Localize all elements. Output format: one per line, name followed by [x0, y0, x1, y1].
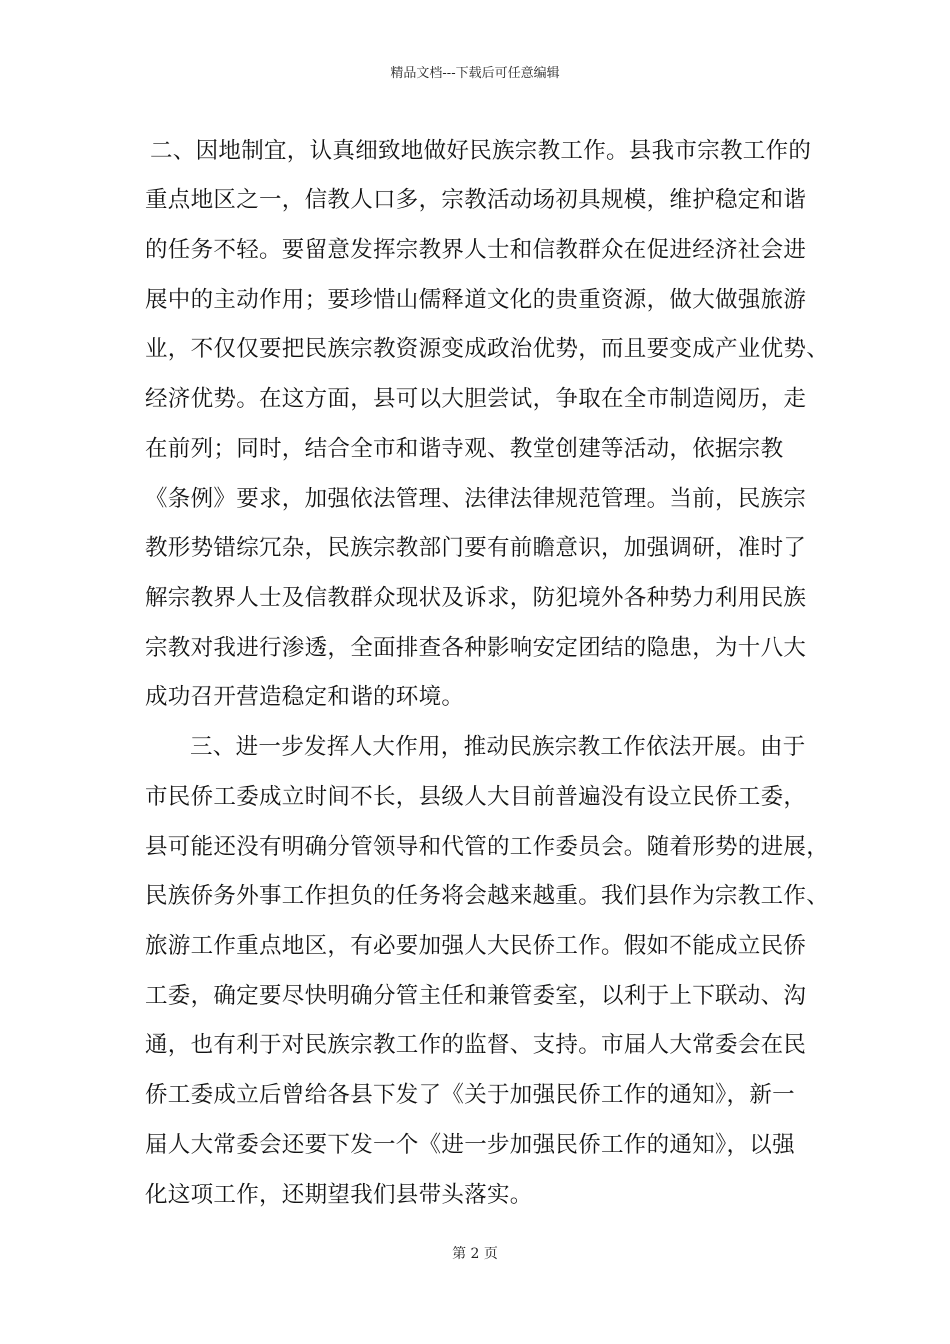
paragraph-1-line-6: 经济优势。在这方面，县可以大胆尝试，争取在全市制造阅历，走 [145, 386, 807, 412]
paragraph-2-line-3: 县可能还没有明确分管领导和代管的工作委员会。随着形势的进展， [145, 834, 830, 860]
paragraph-2-line-2: 市民侨工委成立时间不长，县级人大目前普遍没有设立民侨工委， [145, 784, 807, 810]
paragraph-1-line-11: 宗教对我进行渗透，全面排查各种影响安定团结的隐患，为十八大 [145, 635, 807, 661]
paragraph-2-line-4: 民族侨务外事工作担负的任务将会越来越重。我们县作为宗教工作、 [145, 883, 830, 909]
paragraph-2-line-6: 工委，确定要尽快明确分管主任和兼管委室，以利于上下联动、沟 [145, 983, 807, 1009]
paragraph-2-line-5: 旅游工作重点地区，有必要加强人大民侨工作。假如不能成立民侨 [145, 933, 807, 959]
paragraph-2-line-10: 化这项工作，还期望我们县带头落实。 [145, 1182, 533, 1208]
paragraph-1-line-7: 在前列；同时，结合全市和谐寺观、教堂创建等活动，依据宗教 [145, 436, 784, 462]
page-header: 精品文档---下载后可任意编辑 [390, 66, 560, 81]
paragraph-1-line-4: 展中的主动作用；要珍惜山儒释道文化的贵重资源，做大做强旅游 [145, 287, 807, 313]
paragraph-1-line-12: 成功召开营造稳定和谐的环境。 [145, 684, 465, 710]
paragraph-1-line-5: 业，不仅仅要把民族宗教资源变成政治优势，而且要变成产业优势、 [145, 336, 830, 362]
paragraph-2-line-8: 侨工委成立后曾给各县下发了《关于加强民侨工作的通知》，新一 [145, 1082, 795, 1108]
paragraph-1-line-1: 二、因地制宜，认真细致地做好民族宗教工作。县我市宗教工作的 [150, 138, 812, 164]
paragraph-2-line-9: 届人大常委会还要下发一个《进一步加强民侨工作的通知》，以强 [145, 1132, 795, 1158]
paragraph-1-line-10: 解宗教界人士及信教群众现状及诉求，防犯境外各种势力利用民族 [145, 585, 807, 611]
page-number: 第 2 页 [452, 1246, 498, 1262]
paragraph-2-line-1: 三、进一步发挥人大作用，推动民族宗教工作依法开展。由于 [190, 734, 806, 760]
paragraph-1-line-9: 教形势错综冗杂，民族宗教部门要有前瞻意识，加强调研，准时了 [145, 535, 807, 561]
paragraph-1-line-3: 的任务不轻。要留意发挥宗教界人士和信教群众在促进经济社会进 [145, 237, 807, 263]
paragraph-2-line-7: 通，也有利于对民族宗教工作的监督、支持。市届人大常委会在民 [145, 1032, 807, 1058]
paragraph-1-line-2: 重点地区之一，信教人口多，宗教活动场初具规模，维护稳定和谐 [145, 187, 807, 213]
paragraph-1-line-8: 《条例》要求，加强依法管理、法律法律规范管理。当前，民族宗 [145, 486, 807, 512]
